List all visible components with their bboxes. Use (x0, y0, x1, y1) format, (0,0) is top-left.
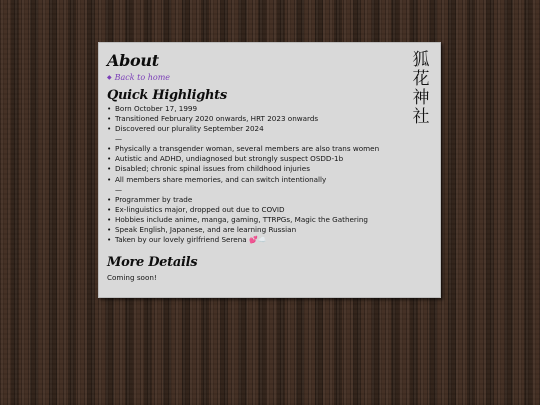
back-to-home-link[interactable] (107, 71, 432, 83)
list-item: • Hobbies include anime, manga, gaming, TTRPGs, Magic the Gathering (107, 215, 432, 225)
back-to-home-label: Back to home (114, 72, 171, 82)
divider-dash: — (115, 135, 122, 144)
kanji-char: 花 (412, 69, 430, 89)
list-item: • All members share memories, and can switch intentionally (107, 175, 432, 185)
list-item: • Ex-linguistics major, dropped out due to COVID (107, 205, 432, 215)
diamond-icon: ◆ (107, 73, 112, 81)
list-item: • Discovered our plurality September 2024 (107, 124, 432, 134)
list-item: • Programmer by trade (107, 195, 432, 205)
more-details-text: Coming soon! (107, 273, 157, 283)
more-details-heading: More Details (107, 255, 198, 271)
highlights-list-interests (107, 195, 432, 245)
about-card (98, 42, 441, 298)
list-item: • Speak English, Japanese, and are learning Russian (107, 225, 432, 235)
list-item-girlfriend (107, 235, 432, 245)
kanji-char: 社 (412, 107, 430, 127)
list-item: • Autistic and ADHD, undiagnosed but strongly suspect OSDD-1b (107, 154, 432, 164)
two-hearts-icon: 💕 (248, 236, 258, 245)
kanji-char: 神 (412, 88, 430, 108)
kanji-char: 狐 (412, 50, 430, 70)
list-item-text: Taken by our lovely girlfriend Serena (115, 235, 247, 245)
highlights-list-identity (107, 144, 432, 184)
list-item: • Physically a transgender woman, several members are also trans women (107, 144, 432, 154)
list-item: • Transitioned February 2020 onwards, HRT 2023 onwards (107, 114, 432, 124)
cloud-icon: ☁️ (257, 236, 267, 245)
about-heading: About (107, 51, 159, 70)
divider-dash: — (115, 185, 122, 194)
list-item: • Born October 17, 1999 (107, 104, 432, 114)
quick-highlights-heading: Quick Highlights (107, 88, 227, 103)
highlights-list-personal (107, 104, 432, 134)
list-item: • Disabled; chronic spinal issues from childhood injuries (107, 164, 432, 174)
